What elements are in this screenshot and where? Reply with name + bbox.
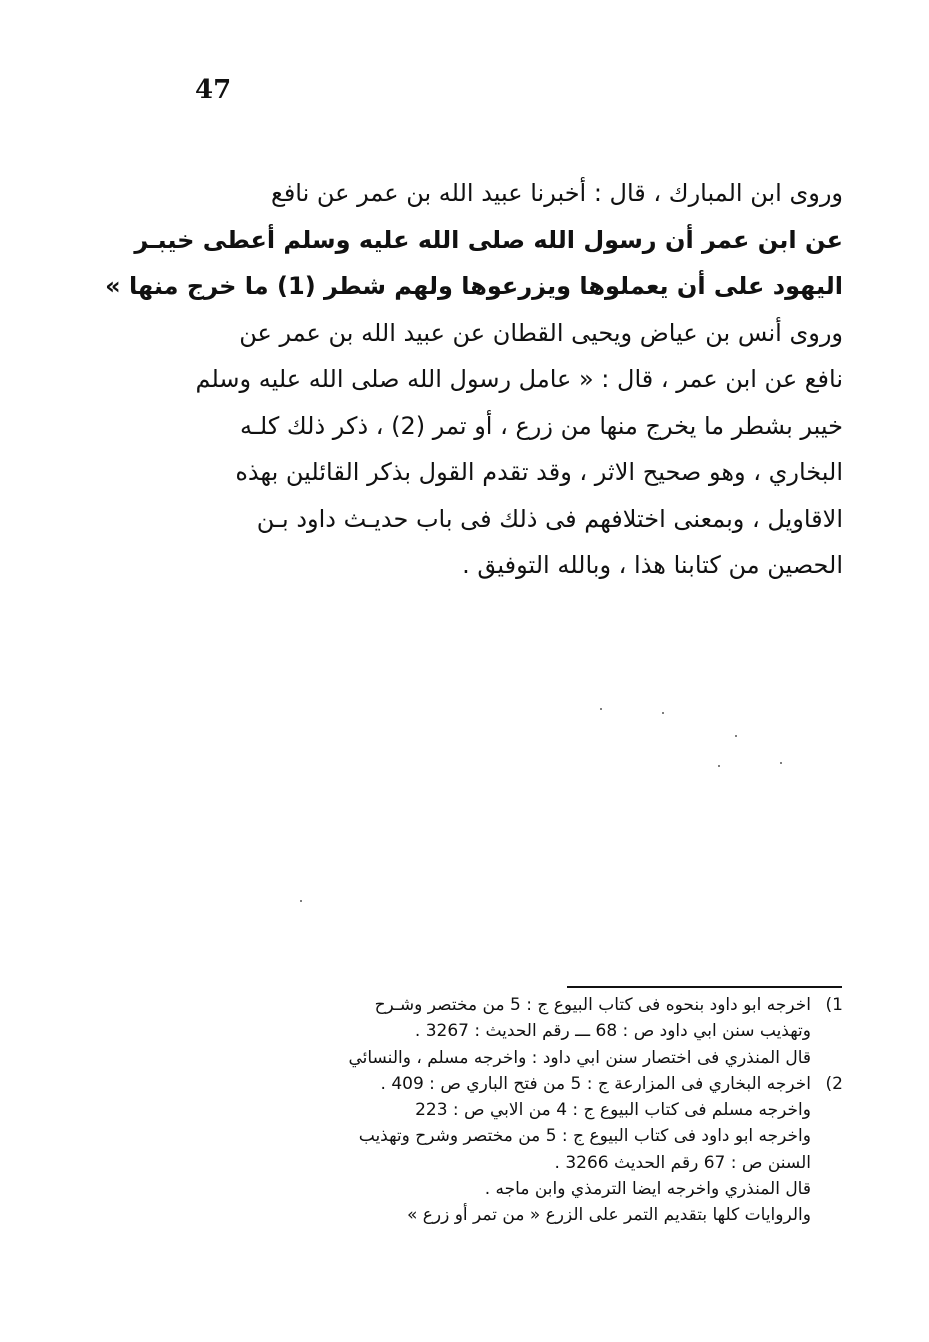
footnote-number bbox=[811, 1045, 843, 1071]
body-line-6: خيبر بشطر ما يخرج منها من زرع ، أو تمر (2) ، ذكر ذلك كلـه bbox=[240, 411, 843, 440]
footnotes bbox=[168, 992, 843, 1229]
footnote-line bbox=[168, 1018, 843, 1044]
footnote-line bbox=[168, 1202, 843, 1228]
page-number: 47 bbox=[195, 75, 232, 105]
footnote-text: وتهذيب سنن ابي داود ص : 68 ـــ رقم الحديث : 3267 . bbox=[414, 1021, 811, 1042]
footnote-text: اخرجه ابو داود بنحوه فى كتاب البيوع ج : 5 من مختصر وشـرح bbox=[374, 995, 811, 1015]
scan-speck bbox=[780, 762, 782, 764]
footnote-text: اخرجه البخاري فى المزارعة ج : 5 من فتح الباري ص : 409 . bbox=[380, 1073, 811, 1094]
footnote-text: السنن ص : 67 رقم الحديث 3266 . bbox=[554, 1152, 811, 1173]
body-line-3: اليهود على أن يعملوها ويزرعوها ولهم شطر (1) ما خرج منها » bbox=[105, 272, 843, 300]
footnote-line bbox=[168, 1071, 843, 1097]
footnote-text: والروايات كلها بتقديم التمر على الزرع « من تمر أو زرع » bbox=[406, 1205, 811, 1226]
footnote-text: واخرجه ابو داود فى كتاب البيوع ج : 5 من مختصر وشرح وتهذيب bbox=[358, 1126, 811, 1147]
body-line-8: الاقاويل ، وبمعنى اختلافهم فى ذلك فى باب حديـث داود بـن bbox=[256, 504, 843, 533]
body-text bbox=[105, 170, 843, 589]
footnote-line bbox=[168, 1176, 843, 1202]
body-line-4: وروى أنس بن عياض ويحيى القطان عن عبيد الله بن عمر عن bbox=[239, 318, 843, 347]
footnote-number bbox=[811, 1176, 843, 1202]
body-line-9: الحصين من كتابنا هذا ، وبالله التوفيق . bbox=[462, 551, 843, 579]
footnote-separator bbox=[567, 986, 842, 988]
footnote-line bbox=[168, 1045, 843, 1071]
scan-speck bbox=[300, 900, 302, 902]
footnote-number bbox=[811, 1097, 843, 1123]
body-line-2: عن ابن عمر أن رسول الله صلى الله عليه وسلم أعطى خيبـر bbox=[134, 225, 843, 254]
footnote-line bbox=[168, 992, 843, 1018]
body-line-5: نافع عن ابن عمر ، قال : « عامل رسول الله صلى الله عليه وسلم bbox=[195, 365, 843, 393]
footnote-text: قال المنذري فى اختصار سنن ابي داود : واخرجه مسلم ، والنسائي bbox=[348, 1047, 811, 1068]
footnote-number bbox=[811, 1018, 843, 1044]
scan-speck bbox=[600, 708, 602, 710]
footnote-line bbox=[168, 1097, 843, 1123]
scan-speck bbox=[718, 765, 720, 767]
footnote-line bbox=[168, 1123, 843, 1149]
scan-speck bbox=[735, 735, 737, 737]
footnote-number bbox=[811, 1202, 843, 1228]
footnote-line bbox=[168, 1150, 843, 1176]
body-line-7: البخاري ، وهو صحيح الاثر ، وقد تقدم القول بذكر القائلين بهذه bbox=[235, 458, 843, 486]
footnote-number bbox=[811, 1150, 843, 1176]
scan-speck bbox=[662, 712, 664, 714]
body-line-1: وروى ابن المبارك ، قال : أخبرنا عبيد الله بن عمر عن نافع bbox=[271, 179, 843, 207]
footnote-number bbox=[811, 1123, 843, 1149]
footnote-number: 2) bbox=[825, 1073, 843, 1094]
footnote-text: قال المنذري واخرجه ايضا الترمذي وابن ماجه . bbox=[484, 1179, 811, 1200]
footnote-text: واخرجه مسلم فى كتاب البيوع ج : 4 من الابي ص : 223 bbox=[415, 1100, 811, 1121]
footnote-number: 1) bbox=[825, 995, 843, 1015]
